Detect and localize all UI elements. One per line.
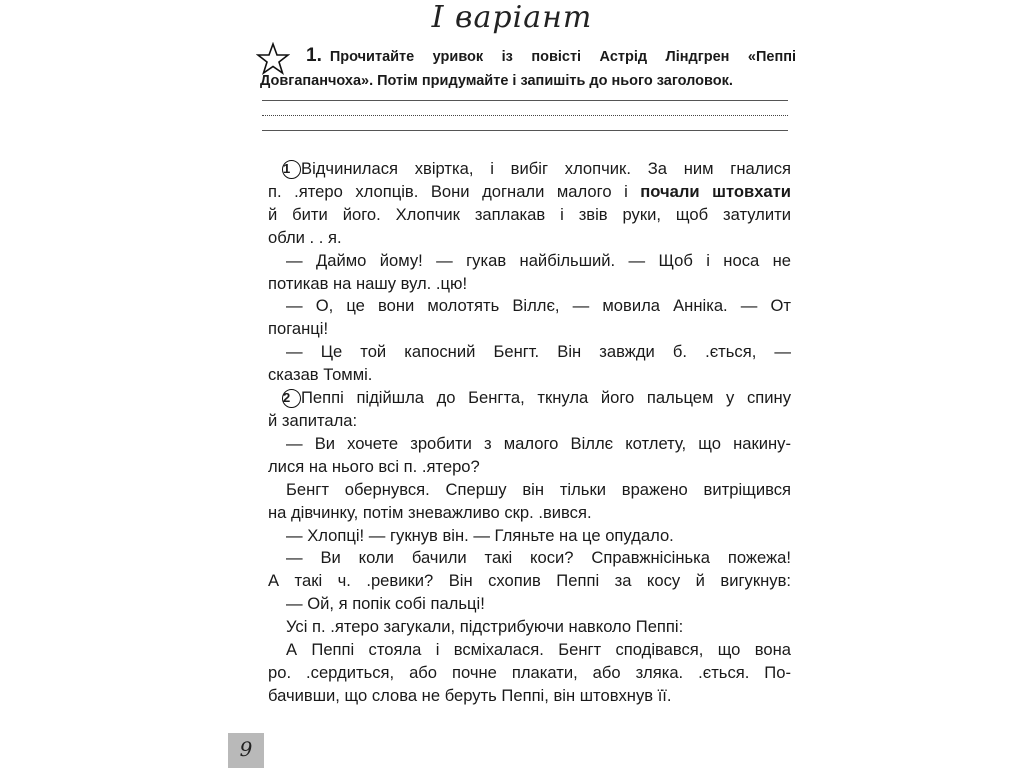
- passage-line-text: — Даймо йому! — гукав найбільший. — Щоб і носа не: [286, 250, 791, 270]
- passage-line-text: — Це той капосний Бенгт. Він завжди б. .ється, —: [286, 342, 791, 362]
- reading-passage: [268, 158, 791, 708]
- passage-line: [268, 662, 791, 685]
- passage-line: [268, 502, 791, 525]
- variant-title: І варіант: [431, 0, 593, 35]
- passage-line: [268, 479, 791, 502]
- passage-line: [268, 387, 791, 410]
- passage-line-text: обли . . я.: [268, 227, 342, 247]
- task-instruction: [260, 44, 796, 93]
- passage-line-text: Бенгт обернувся. Спершу він тільки вражено витріщився: [286, 479, 791, 499]
- passage-line-text: Усі п. .ятеро загукали, підстрибуючи навколо Пеппі:: [286, 617, 684, 637]
- passage-line: [268, 593, 791, 616]
- passage-line: [268, 295, 791, 318]
- passage-line-text: ро. .сердиться, або почне плакати, або зляка. .ється. По-: [268, 662, 791, 682]
- passage-line-text: бачивши, що слова не беруть Пеппі, він штовхнув її.: [268, 685, 672, 705]
- passage-line: [268, 318, 791, 341]
- page-number: 9: [239, 737, 253, 761]
- task-number: 1.: [306, 45, 322, 66]
- passage-line: [268, 685, 791, 708]
- passage-line-text: — Хлопці! — гукнув він. — Гляньте на це опудало.: [286, 525, 674, 545]
- passage-line-text: п. .ятеро хлопців. Вони догнали малого і: [268, 181, 641, 201]
- answer-line[interactable]: [262, 130, 788, 131]
- passage-line-text: А Пеппі стояла і всміхалася. Бенгт сподівався, що вона: [286, 640, 791, 660]
- passage-line: [268, 616, 791, 639]
- passage-line-text: на дівчинку, потім зневажливо скр. .вився.: [268, 502, 592, 522]
- answer-line[interactable]: [262, 115, 788, 116]
- passage-line-text: й запитала:: [268, 410, 358, 430]
- paragraph-marker: 2: [282, 389, 301, 408]
- passage-line: [268, 181, 791, 204]
- passage-line: [268, 273, 791, 296]
- passage-line-text: поганці!: [268, 319, 329, 339]
- paragraph-marker: 1: [282, 160, 301, 179]
- passage-line-text: сказав Томмі.: [268, 365, 373, 385]
- passage-line-text: й бити його. Хлопчик заплакав і звів руки, щоб затулити: [268, 204, 791, 224]
- passage-line: [268, 250, 791, 273]
- page-number-box: [228, 733, 264, 768]
- passage-line: [268, 570, 791, 593]
- passage-line: [268, 525, 791, 548]
- passage-line-text: Пеппі підійшла до Бенгта, ткнула його пальцем у спину: [301, 388, 791, 408]
- passage-line: [268, 204, 791, 227]
- answer-lines: [262, 100, 788, 145]
- passage-line-text: — О, це вони молотять Віллє, — мовила Анніка. — От: [286, 296, 791, 316]
- passage-line-text: Відчинилася хвіртка, і вибіг хлопчик. За ним гналися: [301, 159, 791, 178]
- passage-line: [268, 410, 791, 433]
- passage-line: [268, 639, 791, 662]
- passage-line: [268, 433, 791, 456]
- answer-line[interactable]: [262, 100, 788, 101]
- passage-line-text: — Ви хочете зробити з малого Віллє котлету, що накину-: [286, 433, 791, 453]
- task-line-1: Прочитайте уривок із повісті Астрід Ліндгрен «Пеппі: [329, 49, 796, 65]
- passage-line-text: потикав на нашу вул. .цю!: [268, 273, 468, 293]
- passage-line: [268, 158, 791, 181]
- passage-bold-phrase: почали штовхати: [640, 181, 791, 201]
- passage-line-text: — Ви коли бачили такі коси? Справжнісінька пожежа!: [286, 548, 791, 568]
- passage-line-text: А такі ч. .ревики? Він схопив Пеппі за косу й вигукнув:: [268, 571, 791, 591]
- task-line-2: Довгапанчоха». Потім придумайте і запишіть до нього заголовок.: [260, 73, 733, 89]
- passage-line-text: — Ой, я попік собі пальці!: [286, 594, 485, 614]
- passage-line-text: лися на нього всі п. .ятеро?: [268, 456, 480, 476]
- passage-line: [268, 227, 791, 250]
- passage-line: [268, 364, 791, 387]
- passage-line: [268, 547, 791, 570]
- passage-line: [268, 456, 791, 479]
- passage-line: [268, 341, 791, 364]
